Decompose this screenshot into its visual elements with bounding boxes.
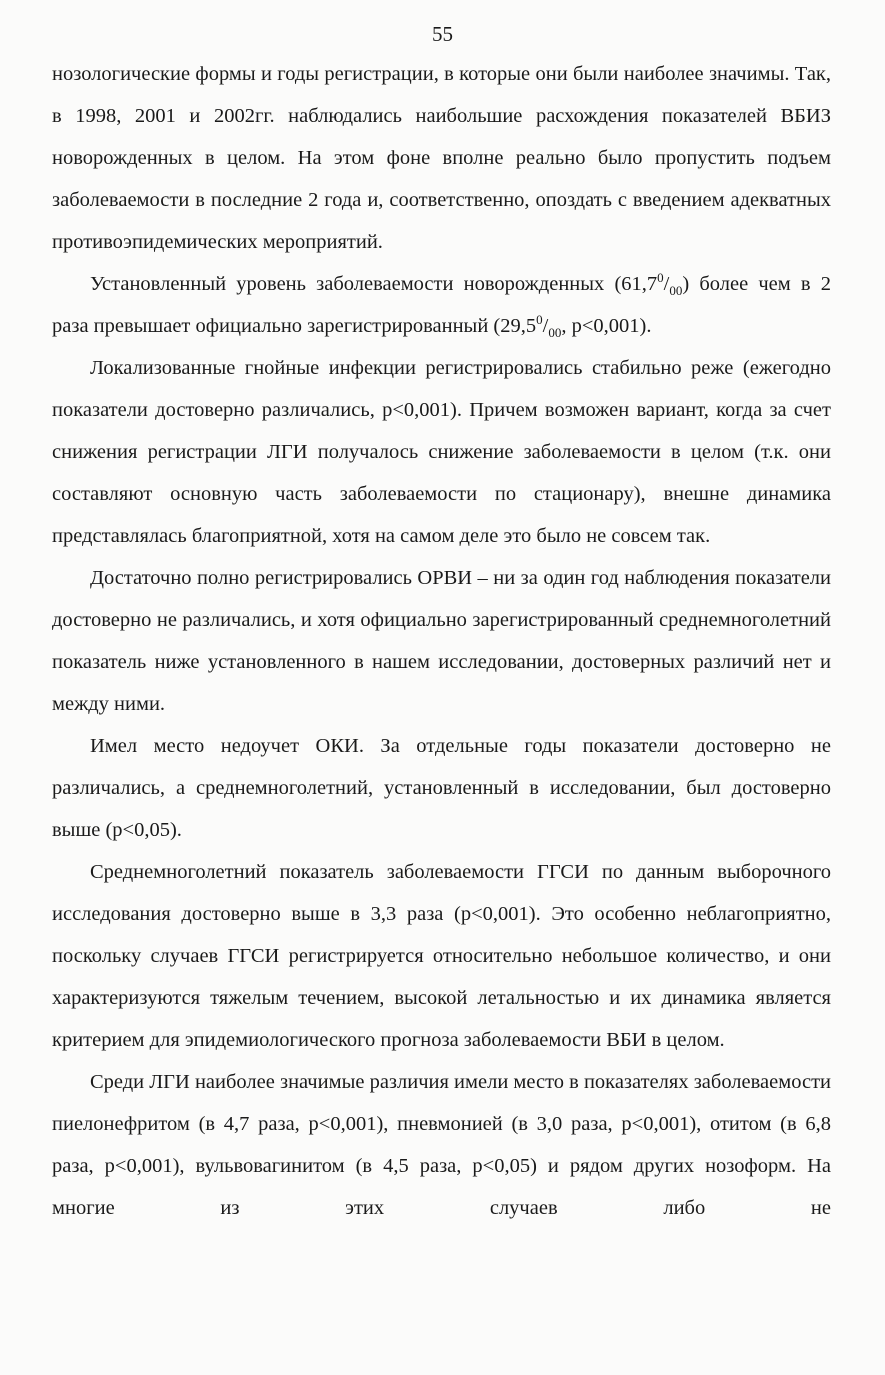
subscript-zeros: 00 xyxy=(669,283,683,299)
fraction-slash: / xyxy=(663,273,670,295)
paragraph-2-part-1: Установленный уровень заболеваемости новорожденных (61,7 xyxy=(90,273,658,295)
paragraph-7: Среди ЛГИ наиболее значимые различия имели место в показателях заболеваемости пиелонефритом (в 4,7 раза, p<0,001), пневмонией (в 3,0 раза, p<0,001), отитом (в 6,8 раза, p<0,001), вульвовагинитом (в 4,5 раза, p<0,05) и рядом других нозоформ. На многие из этих случаев либо не xyxy=(52,1071,831,1219)
superscript-zero: 0 xyxy=(657,270,664,286)
paragraph-2 xyxy=(52,263,831,347)
paragraph-2-part-2: ) более чем в 2 раза превышает официально зарегистрированный (29,5 xyxy=(52,273,831,337)
paragraph-5: Имел место недоучет ОКИ. За отдельные годы показатели достоверно не различались, а среднемноголетний, установленный в исследовании, был достоверно выше (p<0,05). xyxy=(52,735,831,841)
paragraph-6: Среднемноголетний показатель заболеваемости ГГСИ по данным выборочного исследования достоверно выше в 3,3 раза (p<0,001). Это особенно неблагоприятно, поскольку случаев ГГСИ регистрируется относительно небольшое количество, и они характеризуются тяжелым течением, высокой летальностью и их динамика является критерием для эпидемиологического прогноза заболеваемости ВБИ в целом. xyxy=(52,861,831,1051)
page-number: 55 xyxy=(432,22,453,46)
paragraph-2-part-3: , p<0,001). xyxy=(561,315,652,337)
superscript-zero-2: 0 xyxy=(536,312,543,328)
subscript-zeros-2: 00 xyxy=(548,325,562,341)
paragraph-1: нозологические формы и годы регистрации, в которые они были наиболее значимы. Так, в 1998, 2001 и 2002гг. наблюдались наибольшие расхождения показателей ВБИЗ новорожденных в целом. На этом фоне вполне реально было пропустить подъем заболеваемости в последние 2 года и, соответственно, опоздать с введением адекватных противоэпидемических мероприятий. xyxy=(52,63,831,253)
text-body xyxy=(52,53,831,1229)
paragraph-3: Локализованные гнойные инфекции регистрировались стабильно реже (ежегодно показатели достоверно различались, p<0,001). Причем возможен вариант, когда за счет снижения регистрации ЛГИ получалось снижение заболеваемости в целом (т.к. они составляют основную часть заболеваемости по стационару), внешне динамика представлялась благоприятной, хотя на самом деле это было не совсем так. xyxy=(52,357,831,547)
fraction-slash-2: / xyxy=(542,315,549,337)
paragraph-4: Достаточно полно регистрировались ОРВИ – ни за один год наблюдения показатели достоверно не различались, и хотя официально зарегистрированный среднемноголетний показатель ниже установленного в нашем исследовании, достоверных различий нет и между ними. xyxy=(52,567,831,715)
